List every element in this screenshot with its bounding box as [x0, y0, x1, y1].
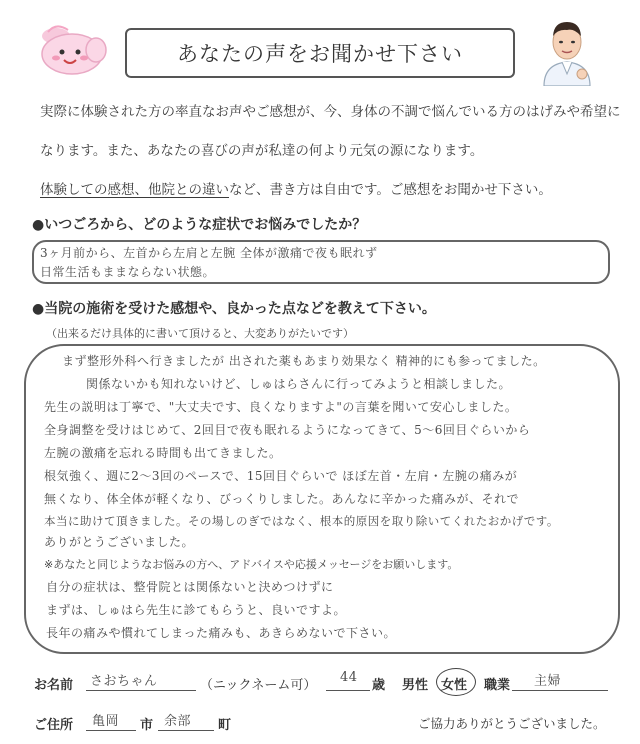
name-value: さおちゃん — [90, 674, 158, 689]
intro-line-2: なります。また、あなたの喜びの声が私達の何より元気の源になります。 — [40, 143, 484, 159]
impressions-hint: （出来るだけ具体的に書いて頂けると、大変ありがたいです） — [46, 327, 354, 340]
message-line-3: 長年の痛みや慣れてしまった痛みも、あきらめないで下さい。 — [46, 626, 397, 640]
intro-rest-text: など、書き方は自由です。ご感想をお聞かせ下さい。 — [229, 182, 552, 198]
impressions-answer-line-5: 左腕の激痛を忘れる時間も出てきました。 — [44, 446, 282, 460]
page-title-text: あなたの声をお聞かせ下さい — [177, 42, 463, 66]
symptoms-answer-line-2: 日常生活もままならない状態。 — [40, 265, 216, 279]
name-underline — [86, 690, 196, 691]
message-line-2: まずは、しゅはら先生に診てもらうと、良いですよ。 — [46, 603, 347, 617]
doctor-avatar-icon — [538, 14, 596, 86]
impressions-answer-line-3: 先生の説明は丁寧で、"大丈夫です、良くなりますよ"の言葉を聞いて安心しました。 — [44, 400, 518, 414]
intro-line-1: 実際に体験された方の率直なお声やご感想が、今、身体の不調で悩んでいる方のはげみや希望に — [40, 104, 621, 120]
impressions-answer-line-9: ありがとうございました。 — [44, 535, 195, 549]
age-value: 44 — [340, 670, 358, 685]
impressions-answer-line-4: 全身調整を受けはじめて、2回目で夜も眠れるようになってきて、5～6回目ぐらいから — [44, 423, 531, 437]
job-underline — [512, 690, 608, 691]
symptoms-answer-line-1: 3ヶ月前から、左首から左肩と左腕 全体が激痛で夜も眠れず — [40, 246, 378, 260]
impressions-answer-line-1: まず整形外科へ行きましたが 出された薬もあまり効果なく 精神的にも参ってました。 — [62, 354, 546, 368]
address-label: ご住所 — [34, 718, 74, 733]
impressions-answer-line-2: 関係ないかも知れないけど、しゅはらさんに行ってみようと相談しました。 — [86, 377, 512, 391]
nickname-note: （ニックネーム可） — [200, 678, 317, 693]
page-title — [125, 28, 515, 78]
message-hint: ※あなたと同じようなお悩みの方へ、アドバイスや応援メッセージをお願いします。 — [44, 558, 459, 571]
job-label: 職業 — [484, 678, 511, 693]
question-impressions-label: ●当院の施術を受けた感想や、良かった点などを教えて下さい。 — [32, 301, 436, 317]
age-underline — [326, 690, 370, 691]
job-value: 主婦 — [534, 674, 562, 689]
city-value: 亀岡 — [92, 714, 120, 729]
intro-line-3 — [40, 178, 630, 198]
thanks-text: ご協力ありがとうございました。 — [418, 716, 606, 731]
question-symptoms-label: ●いつごろから、どのような症状でお悩みでしたか？ — [32, 217, 367, 233]
intro-underlined-text: 体験しての感想、他院との違い — [40, 182, 229, 198]
gender-female: 女性 — [441, 678, 468, 693]
tooth-mascot-icon — [34, 20, 112, 78]
gender-male: 男性 — [402, 678, 429, 693]
city-underline — [86, 730, 136, 731]
impressions-answer-line-8: 本当に助けて頂きました。その場しのぎではなく、根本的原因を取り除いてくれたおかげです。 — [44, 514, 559, 528]
impressions-answer-line-7: 無くなり、体全体が軽くなり、びっくりしました。あんなに辛かった痛みが、それで — [44, 492, 520, 506]
city-unit: 市 — [140, 718, 154, 733]
town-value: 余部 — [164, 714, 192, 729]
message-line-1: 自分の症状は、整骨院とは関係ないと決めつけずに — [46, 580, 334, 594]
impressions-answer-line-6: 根気強く、週に2～3回のペースで、15回目ぐらいで ほぼ左首・左肩・左腕の痛みが — [44, 469, 518, 483]
name-label: お名前 — [34, 678, 74, 693]
age-unit: 歳 — [372, 678, 386, 693]
town-underline — [158, 730, 214, 731]
town-unit: 町 — [218, 718, 232, 733]
